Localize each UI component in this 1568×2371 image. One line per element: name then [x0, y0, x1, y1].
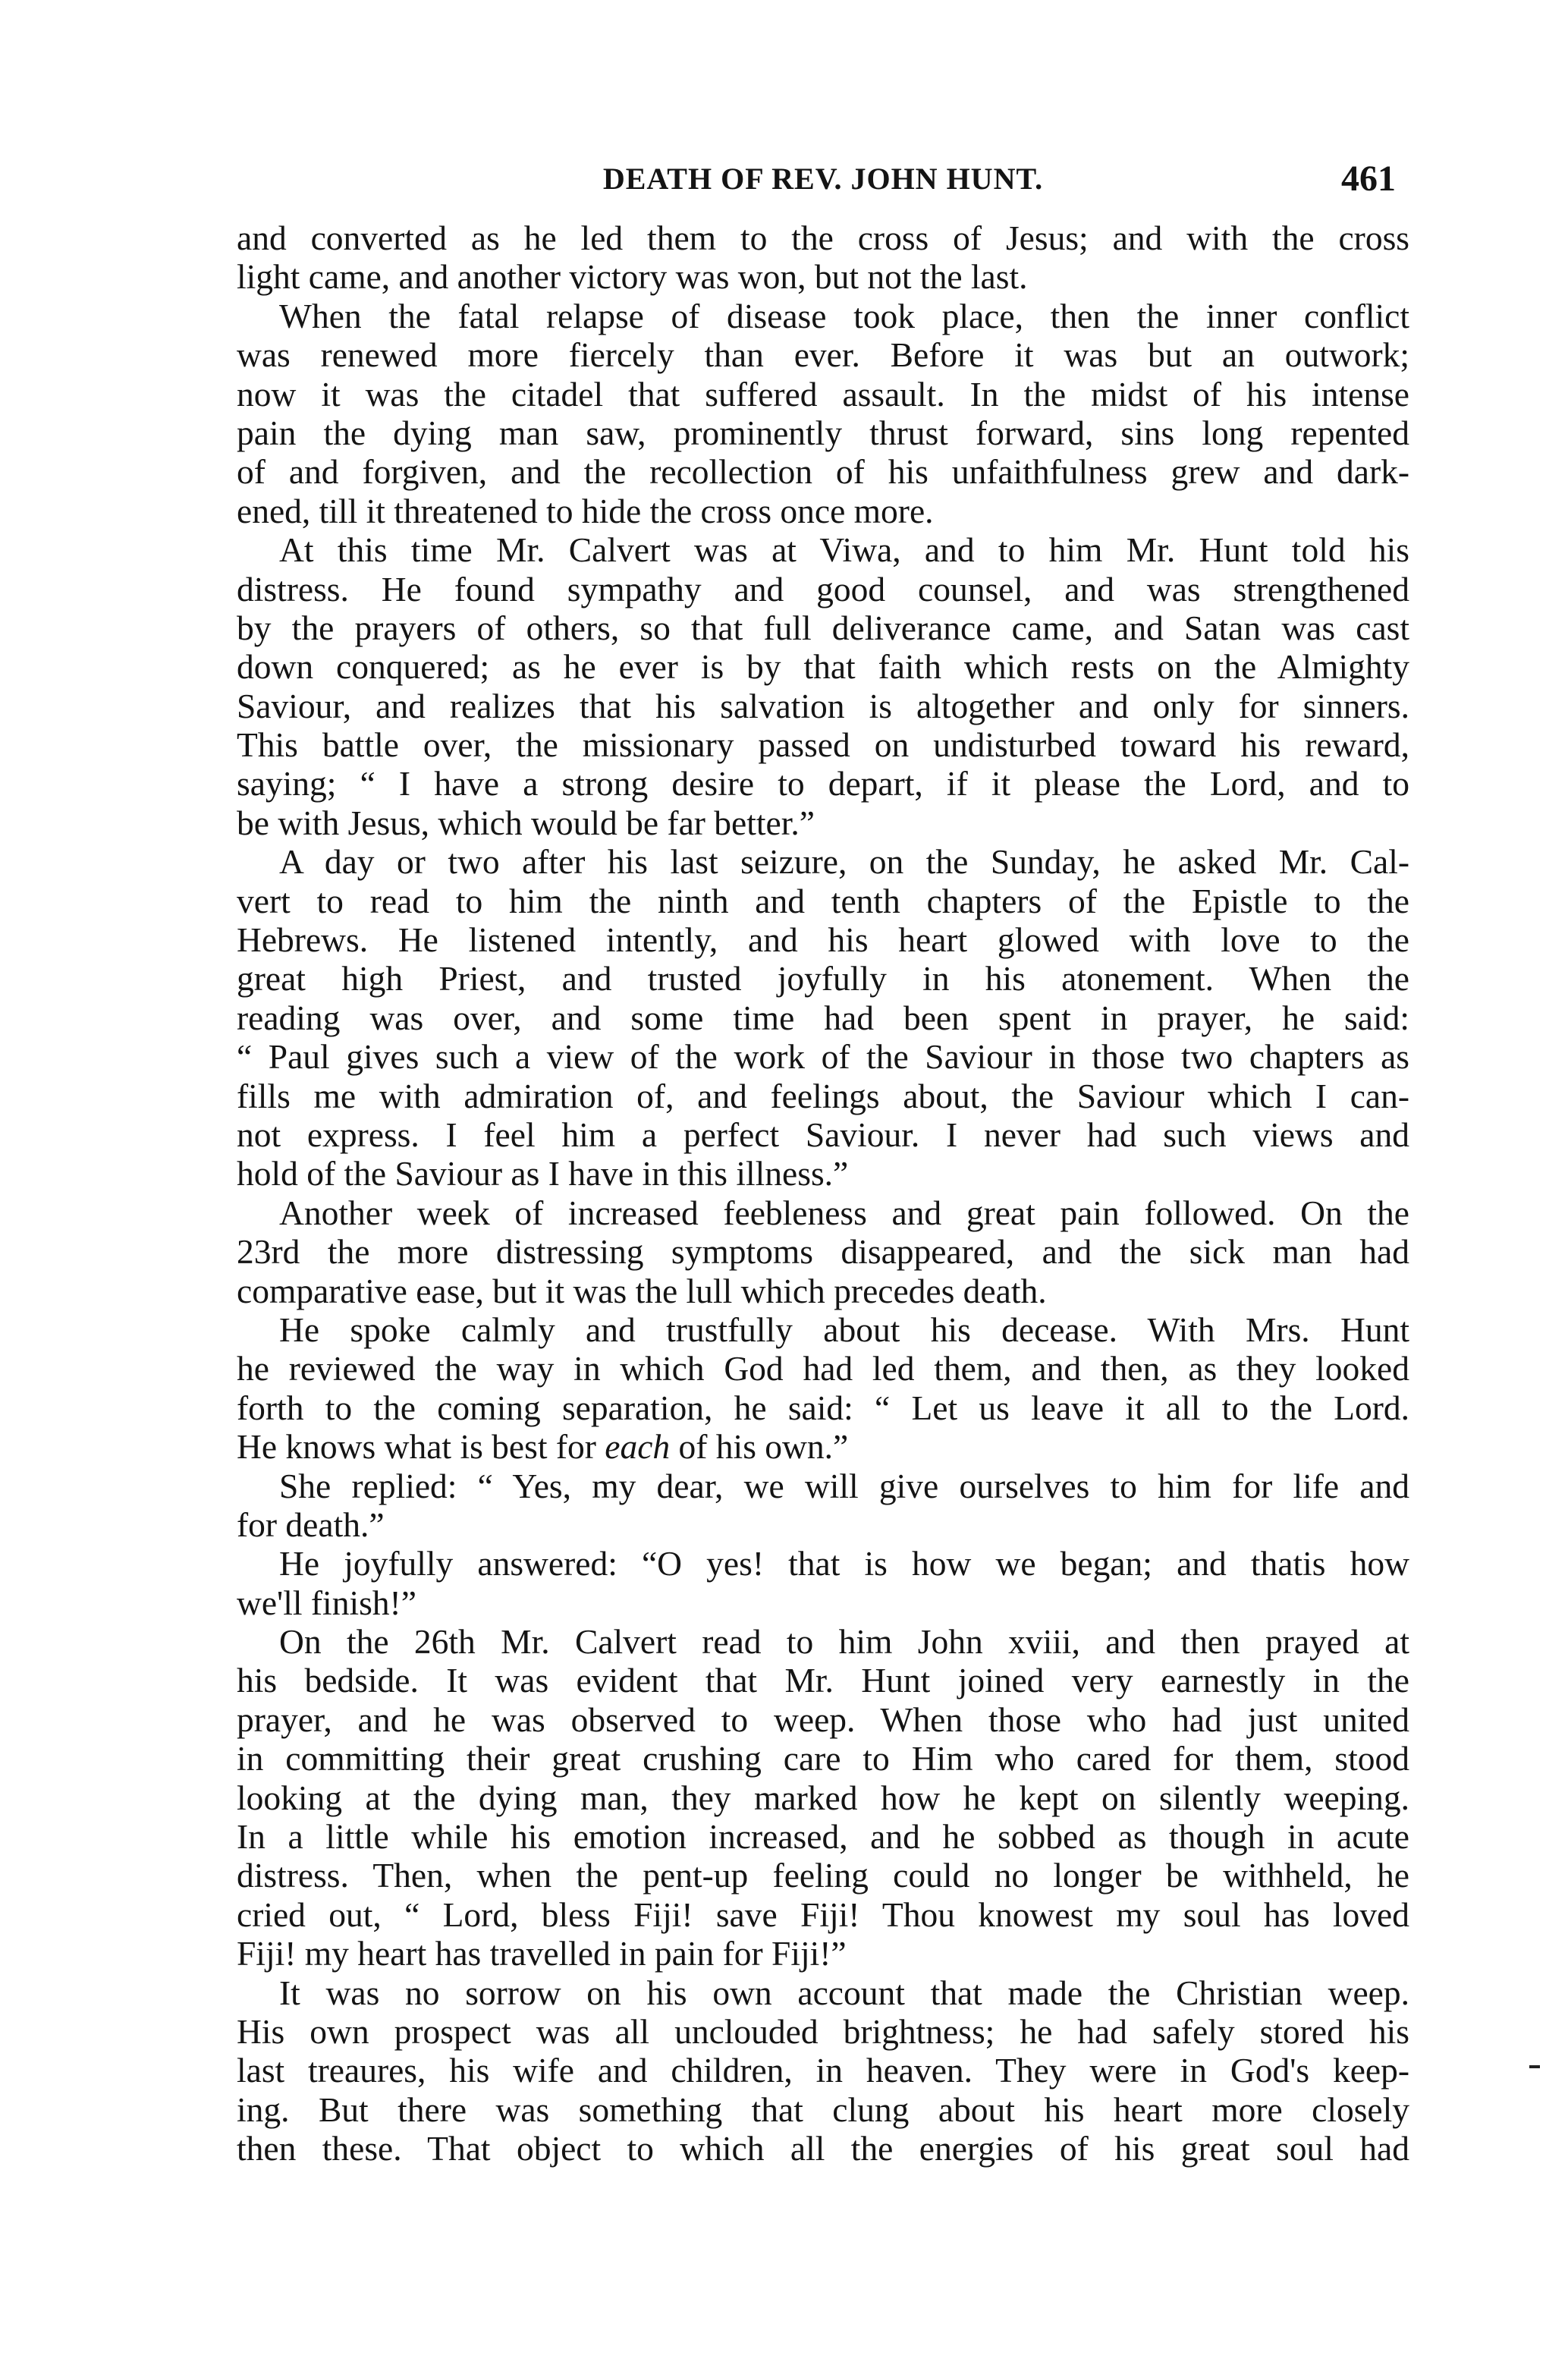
text-line: was renewed more fiercely than ever. Before it was but an outwork;	[237, 335, 1409, 375]
text-line: his bedside. It was evident that Mr. Hunt joined very earnestly in the	[237, 1661, 1409, 1700]
text-line: for death.”	[237, 1505, 385, 1544]
text-line: She replied: “ Yes, my dear, we will give ourselves to him for life and	[279, 1466, 1409, 1505]
text-line: light came, and another victory was won, but not the last.	[237, 257, 1028, 297]
text-line: When the fatal relapse of disease took place, then the inner conflict	[279, 296, 1409, 335]
text-line: He knows what is best for each of his own.”	[237, 1427, 849, 1467]
text-line: Fiji! my heart has travelled in pain for Fiji!”	[237, 1934, 847, 1973]
text-line: hold of the Saviour as I have in this illness.”	[237, 1154, 849, 1193]
text-line: and converted as he led them to the cross of Jesus; and with the cross	[237, 219, 1409, 257]
text-line: down conquered; as he ever is by that faith which rests on the Almighty	[237, 647, 1409, 687]
text-line: forth to the coming separation, he said: “ Let us leave it all to the Lord.	[237, 1388, 1409, 1427]
text-line: Another week of increased feebleness and great pain followed. On the	[279, 1193, 1409, 1232]
text-line: fills me with admiration of, and feelings about, the Saviour which I can-	[237, 1076, 1409, 1115]
text-line: be with Jesus, which would be far better.”	[237, 803, 815, 842]
text-line: last treaures, his wife and children, in heaven. They were in God's keep-	[237, 2051, 1409, 2090]
text-line: He joyfully answered: “O yes! that is how we began; and thatis how	[279, 1544, 1409, 1583]
text-line: reading was over, and some time had been spent in prayer, he said:	[237, 998, 1409, 1037]
text-line: saying; “ I have a strong desire to depart, if it please the Lord, and to	[237, 764, 1409, 803]
body-text	[237, 219, 1409, 2168]
text-line: “ Paul gives such a view of the work of the Saviour in those two chapters as	[237, 1037, 1409, 1077]
text-line: Saviour, and realizes that his salvation is altogether and only for sinners.	[237, 686, 1409, 725]
text-line: of and forgiven, and the recollection of his unfaithfulness grew and dark-	[237, 452, 1409, 492]
text-line: he reviewed the way in which God had led them, and then, as they looked	[237, 1349, 1409, 1388]
text-line: On the 26th Mr. Calvert read to him John xviii, and then prayed at	[279, 1622, 1409, 1662]
text-line: then these. That object to which all the energies of his great soul had	[237, 2129, 1409, 2168]
text-line: It was no sorrow on his own account that made the Christian weep.	[279, 1973, 1409, 2012]
running-title: DEATH OF REV. JOHN HUNT.	[602, 162, 1044, 196]
text-line: In a little while his emotion increased, and he sobbed as though in acute	[237, 1817, 1409, 1857]
text-line: distress. Then, when the pent-up feeling could no longer be withheld, he	[237, 1856, 1409, 1895]
text-line: Hebrews. He listened intently, and his heart glowed with love to the	[237, 920, 1409, 960]
emphasis: each	[605, 1427, 671, 1467]
text-line: in committing their great crushing care to Him who cared for them, stood	[237, 1739, 1409, 1778]
page-number: 461	[1341, 159, 1396, 199]
text-line: His own prospect was all unclouded brightness; he had safely stored his	[237, 2011, 1409, 2051]
text-line: This battle over, the missionary passed on undisturbed toward his reward,	[237, 725, 1409, 765]
text-line: ing. But there was something that clung about his heart more closely	[237, 2090, 1409, 2129]
text-line: At this time Mr. Calvert was at Viwa, and to him Mr. Hunt told his	[279, 530, 1409, 570]
text-line: distress. He found sympathy and good counsel, and was strengthened	[237, 569, 1409, 608]
text-line: ened, till it threatened to hide the cross once more.	[237, 491, 934, 530]
text-line: cried out, “ Lord, bless Fiji! save Fiji! Thou knowest my soul has loved	[237, 1895, 1409, 1934]
text-line: now it was the citadel that suffered assault. In the midst of his intense	[237, 374, 1409, 414]
text-line: looking at the dying man, they marked how he kept on silently weeping.	[237, 1778, 1409, 1817]
text-line: not express. I feel him a perfect Saviour. I never had such views and	[237, 1115, 1409, 1154]
text-line: great high Priest, and trusted joyfully in his atonement. When the	[237, 959, 1409, 998]
running-head	[250, 161, 1396, 206]
text-line: by the prayers of others, so that full deliverance came, and Satan was cast	[237, 608, 1409, 647]
text-line: pain the dying man saw, prominently thrust forward, sins long repented	[237, 413, 1409, 452]
text-line: comparative ease, but it was the lull which precedes death.	[237, 1271, 1047, 1310]
text-line: we'll finish!”	[237, 1583, 416, 1622]
text-line: vert to read to him the ninth and tenth chapters of the Epistle to the	[237, 881, 1409, 920]
text-line: 23rd the more distressing symptoms disappeared, and the sick man had	[237, 1232, 1409, 1272]
text-line: A day or two after his last seizure, on the Sunday, he asked Mr. Cal-	[279, 842, 1409, 882]
text-line: prayer, and he was observed to weep. When those who had just united	[237, 1700, 1409, 1739]
margin-mark	[1529, 2065, 1540, 2068]
text-line: He spoke calmly and trustfully about his decease. With Mrs. Hunt	[279, 1310, 1409, 1349]
